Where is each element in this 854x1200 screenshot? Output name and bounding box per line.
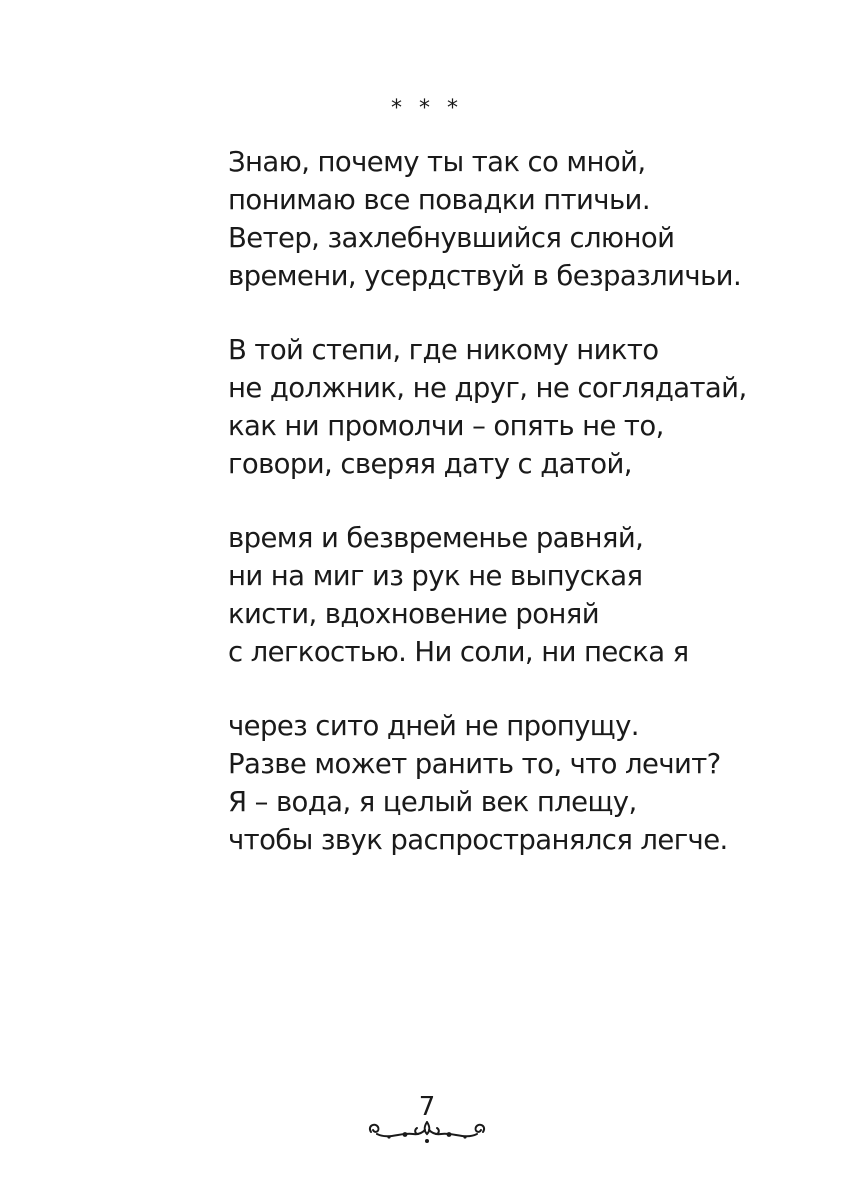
poem-line: Разве может ранить то, что лечит? xyxy=(228,748,721,780)
poem-line: понимаю все повадки птичьи. xyxy=(228,184,650,216)
stanza-2 xyxy=(228,331,788,483)
poem-line: В той степи, где никому никто xyxy=(228,334,659,366)
flourish-ornament-icon xyxy=(365,1110,489,1146)
poem-line: с легкостью. Ни соли, ни песка я xyxy=(228,636,689,668)
poem-line: времени, усердствуй в безразличьи. xyxy=(228,260,742,292)
poem-line: время и безвременье равняй, xyxy=(228,522,644,554)
poem-line: кисти, вдохновение роняй xyxy=(228,598,600,630)
stanza-3 xyxy=(228,519,788,671)
poem-line: Знаю, почему ты так со мной, xyxy=(228,146,646,178)
poem-line: как ни промолчи – опять не то, xyxy=(228,410,664,442)
poem-line: через сито дней не пропущу. xyxy=(228,710,639,742)
poem-line: чтобы звук распространялся легче. xyxy=(228,824,728,856)
page-number: 7 xyxy=(418,1092,436,1122)
poem-line: ни на миг из рук не выпуская xyxy=(228,560,643,592)
poem-line: Ветер, захлебнувшийся слюной xyxy=(228,222,675,254)
poem-line: говори, сверяя дату с датой, xyxy=(228,448,632,480)
stanza-4 xyxy=(228,707,788,859)
stanza-1 xyxy=(228,143,788,295)
stanza-separator: * * * xyxy=(391,96,463,121)
poem xyxy=(228,143,788,895)
poem-line: Я – вода, я целый век плещу, xyxy=(228,786,637,818)
page-footer xyxy=(0,1092,854,1152)
poem-line: не должник, не друг, не соглядатай, xyxy=(228,372,747,404)
